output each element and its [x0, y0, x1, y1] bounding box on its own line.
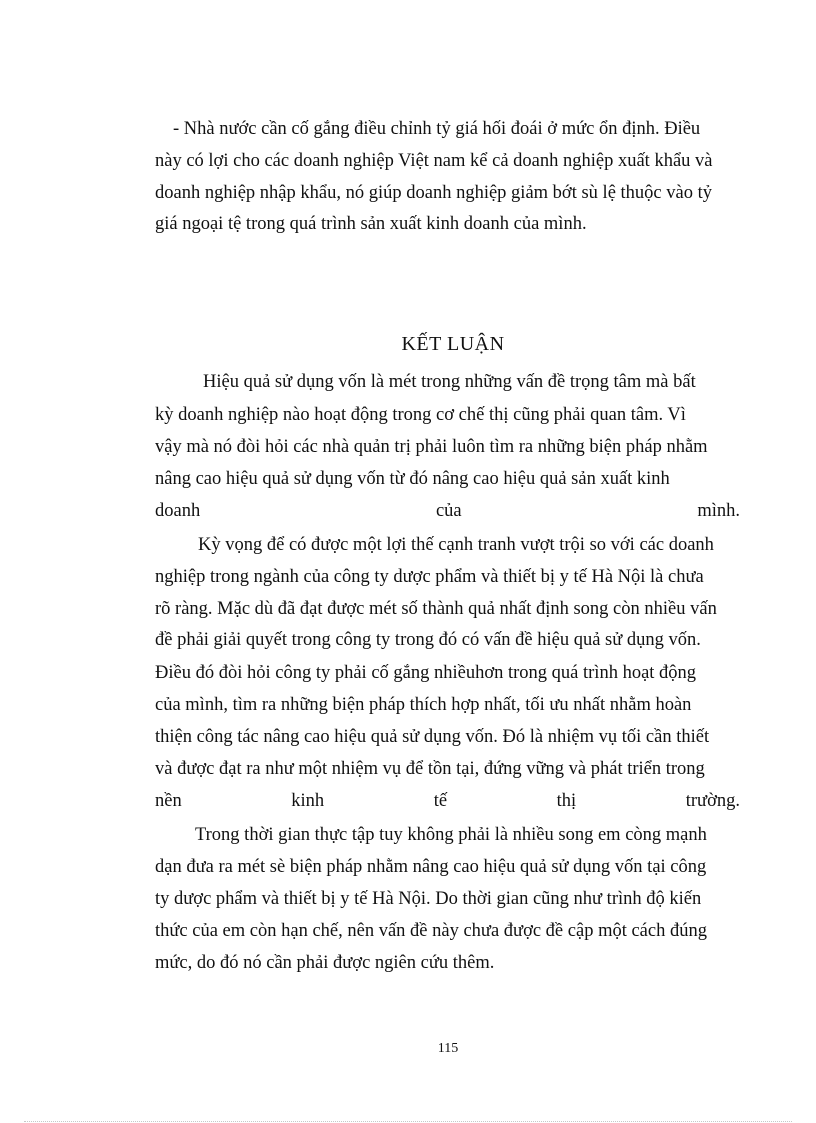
text-line-justified [155, 789, 740, 813]
word: nền [155, 791, 182, 811]
text-line: của mình, tìm ra những biện pháp thích hợp nhất, tối ưu nhất nhằm hoàn [155, 695, 692, 715]
word: của [435, 501, 462, 521]
text-line: Kỳ vọng để có được một lợi thế cạnh tranh vượt trội so với các doanh [198, 535, 714, 555]
text-line: doanh nghiệp nhập khẩu, nó giúp doanh nghiệp giảm bớt sù lệ thuộc vào tỷ [155, 183, 712, 203]
text-line: - Nhà nước cần cố gắng điều chỉnh tỷ giá hối đoái ở mức ổn định. Điều [173, 119, 701, 139]
text-line: thức của em còn hạn chế, nên vấn đề này chưa được đề cập một cách đúng [155, 921, 707, 941]
text-line: dạn đưa ra mét sè biện pháp nhằm nâng cao hiệu quả sử dụng vốn tại công [155, 857, 707, 877]
text-line: thiện công tác nâng cao hiệu quả sử dụng vốn. Đó là nhiệm vụ tối cần thiết [155, 727, 710, 747]
text-line-justified [155, 499, 740, 523]
text-line: mức, do đó nó cần phải được ngiên cứu thêm. [155, 953, 495, 973]
text-line: Hiệu quả sử dụng vốn là mét trong những vấn đề trọng tâm mà bất [203, 372, 696, 392]
text-line: nghiệp trong ngành của công ty dược phẩm và thiết bị y tế Hà Nội là chưa [155, 567, 704, 587]
text-line: và được đạt ra như một nhiệm vụ để tồn tại, đứng vững và phát triển trong [155, 759, 705, 779]
text-line: đề phải giải quyết trong công ty trong đó có vấn đề hiệu quả sử dụng vốn. [155, 630, 701, 650]
word: thị [556, 791, 577, 811]
text-line: này có lợi cho các doanh nghiệp Việt nam kể cả doanh nghiệp xuất khẩu và [155, 151, 713, 171]
text-line: nâng cao hiệu quả sử dụng vốn từ đó nâng cao hiệu quả sản xuất kinh [155, 469, 670, 489]
text-line: giá ngoại tệ trong quá trình sản xuất kinh doanh của mình. [155, 214, 587, 234]
word: kinh [291, 791, 325, 811]
text-line: rõ ràng. Mặc dù đã đạt được mét số thành quả nhất định song còn nhiều vấn [155, 599, 717, 619]
page-number: 115 [437, 1041, 459, 1056]
text-line: Điều đó đòi hỏi công ty phải cố gắng nhiềuhơn trong quá trình hoạt động [155, 663, 697, 683]
word: trường. [685, 791, 740, 811]
text-line: vậy mà nó đòi hỏi các nhà quản trị phải luôn tìm ra những biện pháp nhằm [155, 437, 708, 457]
text-line: ty dược phẩm và thiết bị y tế Hà Nội. Do thời gian cũng như trình độ kiến [155, 889, 702, 909]
word: doanh [155, 501, 201, 521]
text-line: Trong thời gian thực tập tuy không phải là nhiều song em còng mạnh [195, 825, 707, 845]
section-heading: KẾT LUẬN [401, 333, 505, 355]
word: tế [433, 791, 448, 811]
text-line: kỳ doanh nghiệp nào hoạt động trong cơ chế thị cũng phải quan tâm. Vì [155, 405, 686, 425]
word: mình. [697, 501, 740, 521]
page-bottom-divider [24, 1121, 792, 1122]
